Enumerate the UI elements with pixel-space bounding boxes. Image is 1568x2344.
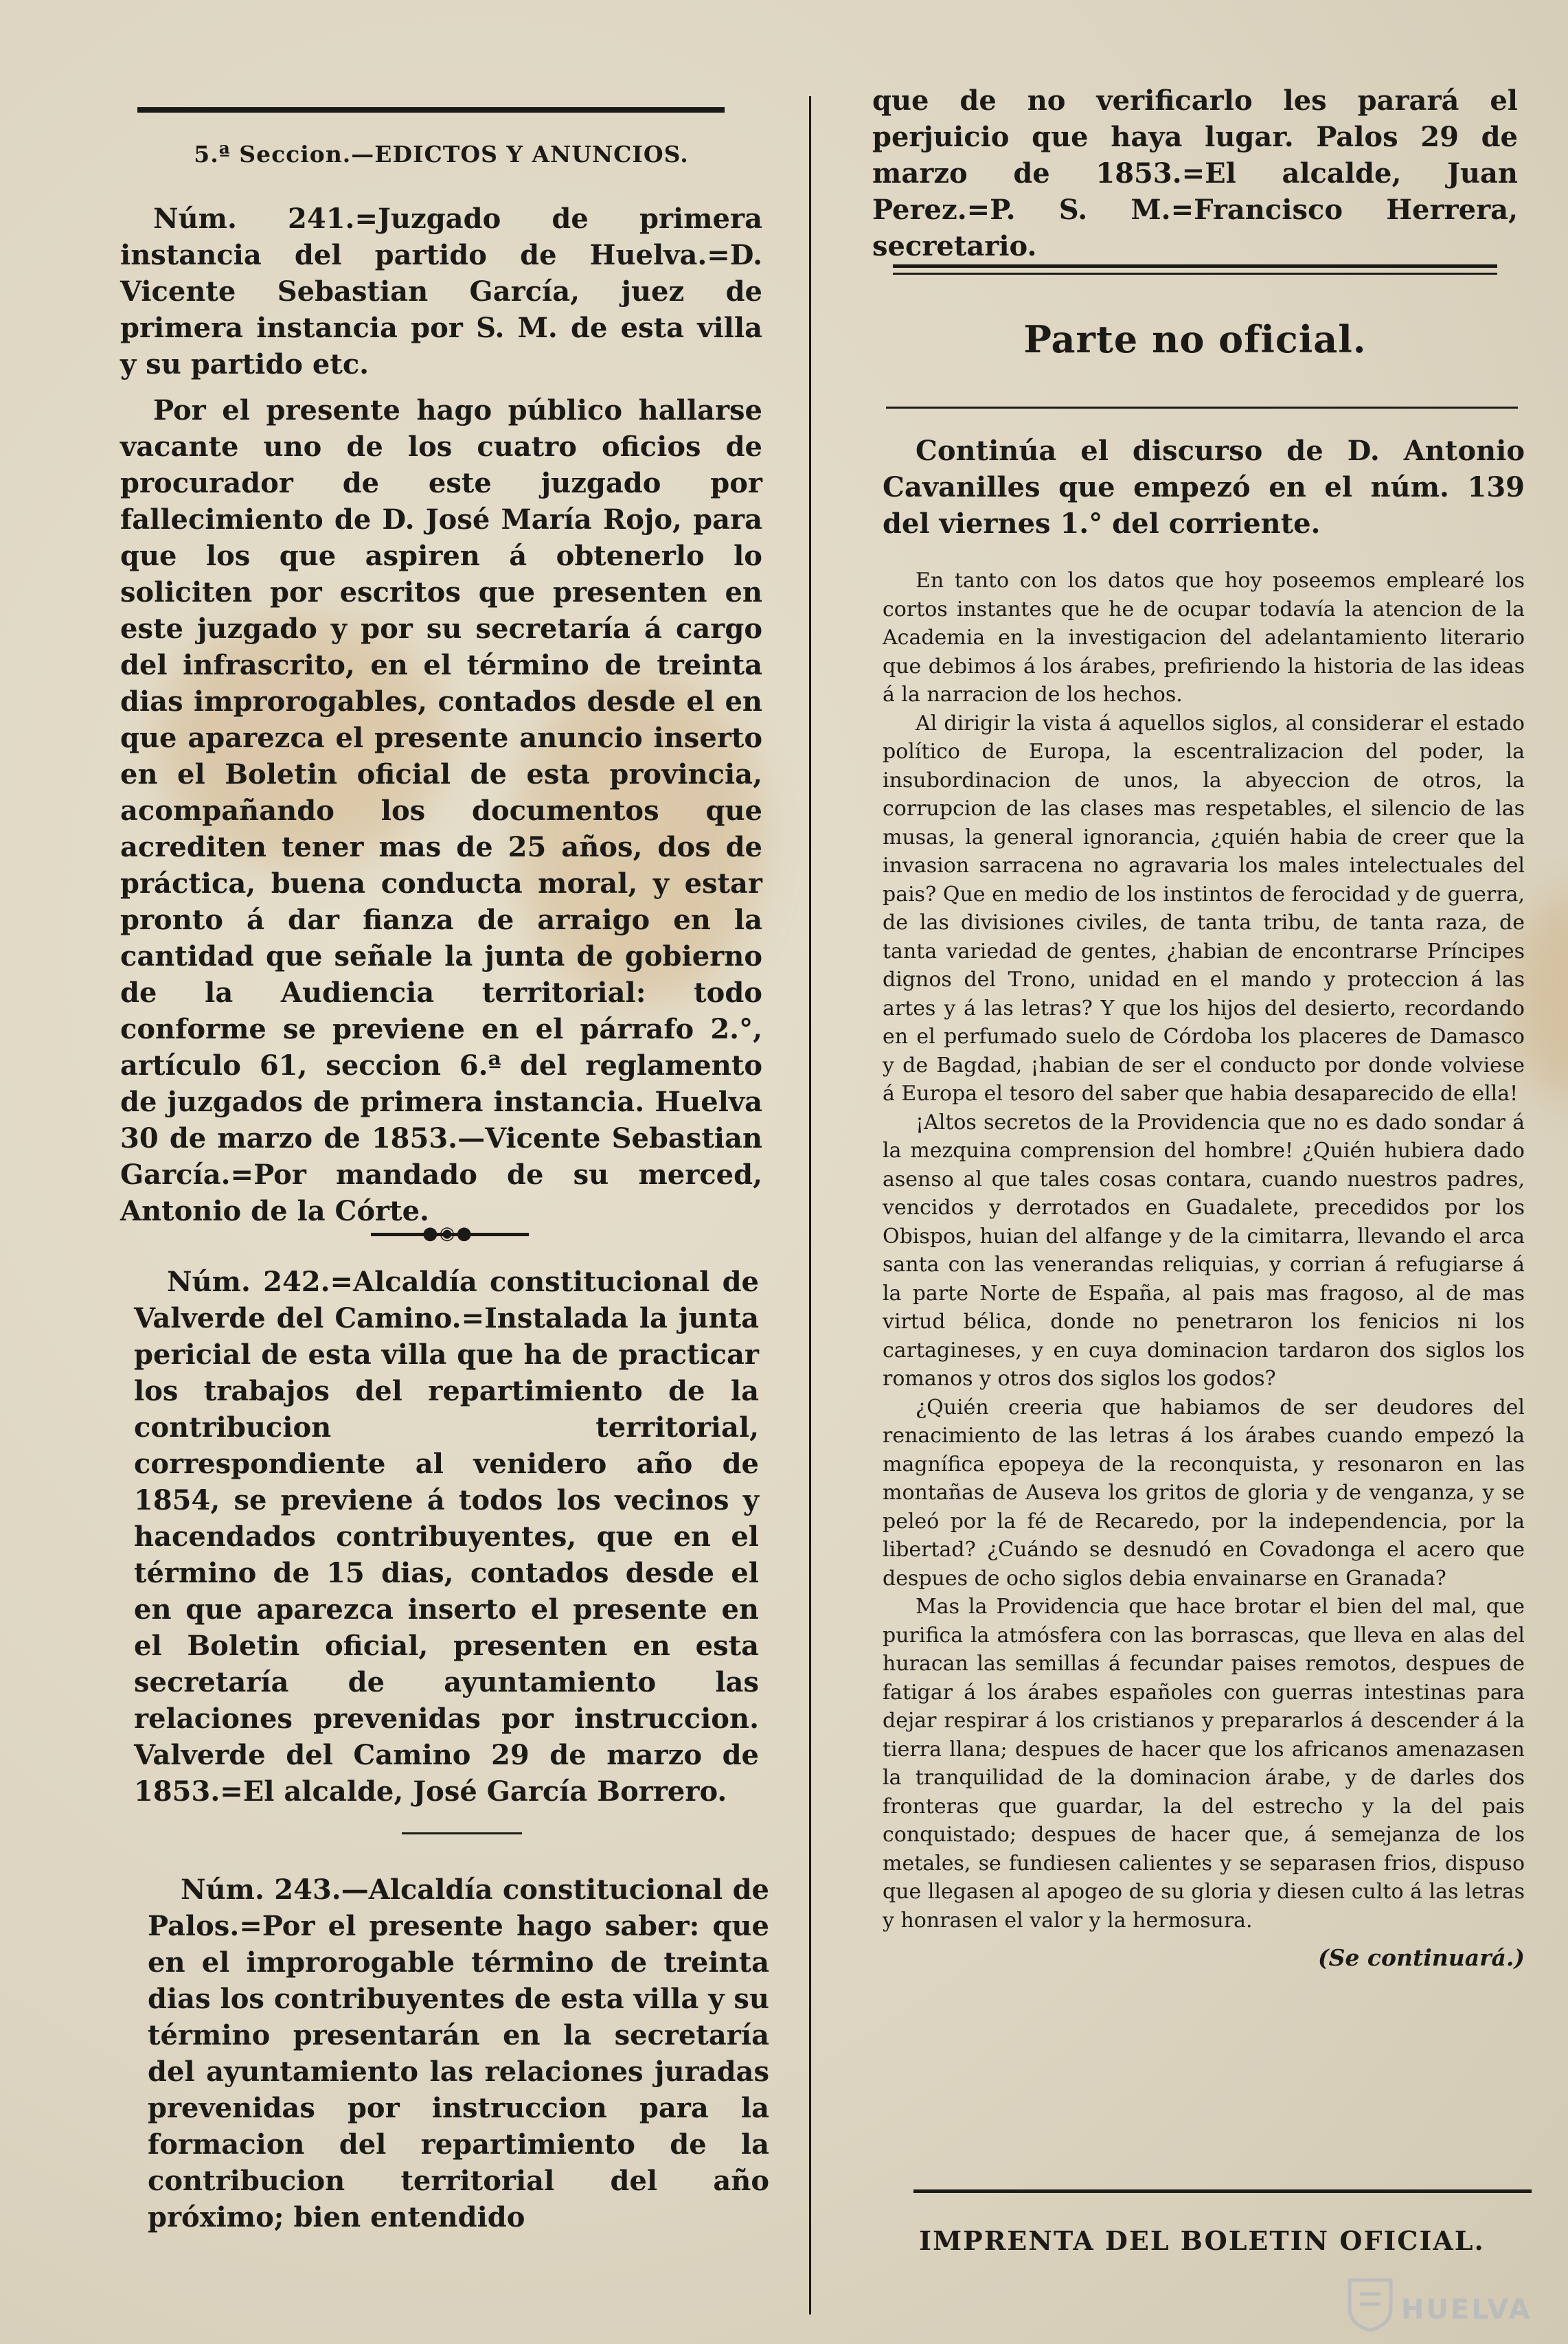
parte-rule [886, 407, 1518, 409]
discourse-paragraph: Al dirigir la vista á aquellos siglos, al considerar el estado político de Europa, la escentralizacion del poder, la insubordinacion de unos, la abyeccion de otros, la corrupcion de las clases mas respetables, el silencio de las musas, la general ignorancia, ¿quién habia de creer que la invasion sarracena no agravaria los males intelectuales del pais? Que en medio de los instintos de ferocidad y de guerra, de las divisiones civiles, de tanta tribu, de tanta raza, de tanta variedad de gentes, ¿habian de encontrarse Príncipes dignos del Trono, unidad en el mando y proteccion á las artes y á las letras? Y que los hijos del desierto, recordando en el perfumado suelo de Córdoba los placeres de Damasco y de Bagdad, ¡habian de ser el conducto por donde volviese á Europa el tesoro del saber que habia desaparecido de ella! [883, 711, 1525, 1106]
imprenta: IMPRENTA DEL BOLETIN OFICIAL. [919, 2225, 1485, 2256]
parte-block [886, 317, 1504, 361]
discourse-body [883, 567, 1525, 1935]
discourse-paragraph: ¡Altos secretos de la Providencia que no es dado sondar á la mezquina comprension del hombre! ¿Quién hubiera dado asenso al que tales cosas contara, cuando nuestros padres, vencidos y derrotados en Guadalete, precedidos por los Obispos, huian del alfange y de la cimitarra, llevando el arca santa con las venerandas reliquias, y corrian á refugiarse á la parte Norte de España, al pais mas fragoso, al de mas virtud bélica, donde no penetraron los fenicios ni los cartagineses, y en cuya dominacion tardaron dos siglos los romanos y otros dos siglos los godos? [883, 1110, 1525, 1391]
column-divider [809, 96, 811, 2314]
notice-242-body: Núm. 242.=Alcaldía constitucional de Valverde del Camino.=Instalada la junta pericial de esta villa que ha de practicar los trabajos del repartimiento de la contribucion territorial, correspondiente al venidero año de 1854, se previene á todos los vecinos y hacendados contribuyentes, que en el término de 15 dias, contados desde el en que aparezca inserto el presente en el Boletin oficial, presenten en esta secretaría de ayuntamiento las relaciones prevenidas por instruccion. Valverde del Camino 29 de marzo de 1853.=El alcalde, José García Borrero. [134, 1266, 759, 1808]
section-header: 5.ª Seccion.—EDICTOS Y ANUNCIOS. [194, 141, 689, 168]
archive-watermark [1346, 2273, 1552, 2335]
discourse-paragraph: En tanto con los datos que hoy poseemos emplearé los cortos instantes que he de ocupar todavía la atencion de la Academia en la investigacion del adelantamiento literario que debimos á los árabes, prefiriendo la historia de las ideas á la narracion de los hechos. [883, 569, 1525, 707]
continuation-note: (Se continuará.) [1317, 1944, 1525, 1971]
double-rule-2 [893, 273, 1497, 275]
watermark-text: HUELVA [1401, 2294, 1532, 2325]
double-rule-1 [893, 264, 1497, 268]
left-column [120, 141, 762, 1229]
discourse-paragraph: Mas la Providencia que hace brotar el bien del mal, que purifica la atmósfera con las borrascas, que lleva en alas del huracan las semillas á fecundar paises remotos, despues de fatigar á los árabes españoles con guerras intestinas para dejar respirar á los cristianos y prepararlos á descender á la tierra llana; despues de hacer que los africanos amenazasen la tranquilidad de la dominacion árabe, y de darles dos fronteras que guardar, la del estrecho y la del pais conquistado; despues de hacer que, á semejanza de los metales, se fundiesen calientes y se separasen frios, dispuso que llegasen al apogeo de su gloria y diesen culto á las letras y honrasen el valor y la hermosura. [883, 1595, 1525, 1933]
bottom-rule [913, 2189, 1532, 2193]
discourse-paragraph: ¿Quién creeria que habiamos de ser deudores del renacimiento de las letras á los árabes cuando empezó la magnífica epopeya de la reconquista, y resonaron en las montañas de Auseva los gritos de gloria y de venganza, y se peleó por la fé de Recaredo, por la independencia, por la libertad? ¿Cuándo se desnudó en Covadonga el acero que despues de ocho siglos debia envainarse en Granada? [883, 1395, 1525, 1591]
crest-icon [1346, 2277, 1394, 2332]
notice-241-heading: Núm. 241.=Juzgado de primera instancia del partido de Huelva.=D. Vicente Sebastian García, juez de primera instancia por S. M. de esta villa y su partido etc. [120, 203, 762, 380]
discourse-heading: Continúa el discurso de D. Antonio Cavanilles que empezó en el núm. 139 del viernes 1.° del corriente. [883, 435, 1525, 540]
right-column [872, 82, 1518, 264]
notice-241-body: Por el presente hago público hallarse vacante uno de los cuatro oficios de procurador de este juzgado por fallecimiento de D. José María Rojo, para que los que aspiren á obtenerlo lo soliciten por escritos que presenten en este juzgado y por su secretaría á cargo del infrascrito, en el término de treinta dias improrogables, contados desde el en que aparezca el presente anuncio inserto en el Boletin oficial de esta provincia, acompañando los documentos que acrediten tener mas de 25 años, dos de práctica, buena conducta moral, y estar pronto á dar fianza de arraigo en la cantidad que señale la junta de gobierno de la Audiencia territorial: todo conforme se previene en el párrafo 2.°, artículo 61, seccion 6.ª del reglamento de juzgados de primera instancia. Huelva 30 de marzo de 1853.—Vicente Sebastian García.=Por mandado de su merced, Antonio de la Córte. [120, 394, 762, 1227]
parte-title: Parte no oficial. [1023, 317, 1367, 361]
notice-243-continuation: que de no verificarlo les parará el perjuicio que haya lugar. Palos 29 de marzo de 1853.=El alcalde, Juan Perez.=P. S. M.=Francisco Herrera, secretario. [872, 84, 1518, 262]
top-rule [137, 107, 725, 113]
notice-243 [148, 1871, 769, 2235]
ornament: ●◉● [422, 1223, 474, 1244]
notice-242 [134, 1264, 759, 1810]
discourse [883, 433, 1525, 1971]
separator-dashes [402, 1832, 522, 1834]
notice-243-body: Núm. 243.—Alcaldía constitucional de Palos.=Por el presente hago saber: que en el improrogable término de treinta dias los contribuyentes de esta villa y su término presentarán en la secretaría del ayuntamiento las relaciones juradas prevenidas por instruccion para la formacion del repartimiento de la contribucion territorial del año próximo; bien entendido [148, 1874, 769, 2233]
imprenta-block [893, 2225, 1511, 2256]
